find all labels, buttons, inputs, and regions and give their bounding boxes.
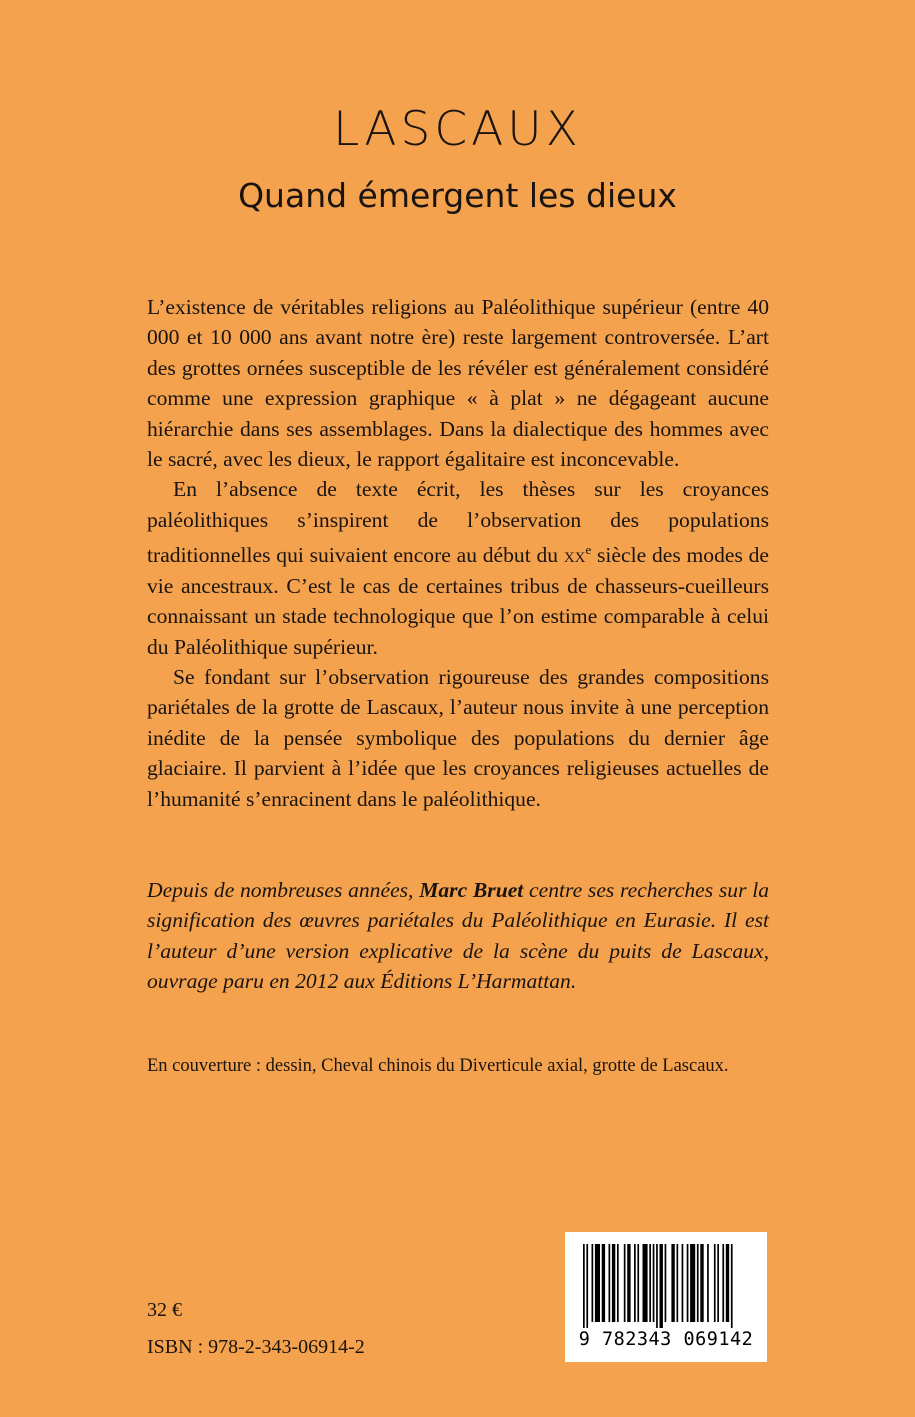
barcode-bar bbox=[714, 1244, 716, 1322]
century-superscript: e bbox=[585, 542, 592, 558]
barcode-bar bbox=[656, 1244, 658, 1328]
blurb-paragraph-1: L’existence de véritables religions au Paléolithique supérieur (entre 40 000 et 10 000 ans avant notre ère) reste largement controversée. L’art des grottes ornées susceptible de les révéler est généralement considéré comme une expression graphique « à plat » ne dégageant aucune hiérarchie dans ses assemblages. Dans la dialectique des hommes avec le sacré, avec les dieux, le rapport égalitaire est inconcevable. bbox=[147, 295, 769, 472]
blurb bbox=[147, 292, 769, 814]
blurb-paragraph-2 bbox=[147, 474, 769, 662]
barcode-bar bbox=[690, 1244, 695, 1322]
barcode-bar bbox=[602, 1244, 605, 1322]
barcode-bar bbox=[677, 1244, 679, 1322]
barcode-bar bbox=[665, 1244, 667, 1322]
barcode-bar bbox=[707, 1244, 709, 1322]
book-title: LASCAUX bbox=[333, 102, 582, 157]
barcode-bar bbox=[682, 1244, 684, 1322]
barcode-bar bbox=[726, 1244, 729, 1322]
cover-credit: En couverture : dessin, Cheval chinois du Diverticule axial, grotte de Lascaux. bbox=[147, 1056, 729, 1076]
author-name: Marc Bruet bbox=[419, 878, 524, 902]
barcode-bar bbox=[643, 1244, 648, 1322]
barcode-bar bbox=[609, 1244, 611, 1322]
barcode-bar bbox=[717, 1244, 719, 1322]
author-bio-end: centre ses recherches sur la signification des œuvres pariétales du Paléolithique en Eurasie. Il est l’auteur d’une version explicative de la scène du puits de Lascaux, ouvrage paru en 2012 aux Éditions L’Harmattan. bbox=[147, 878, 770, 994]
barcode-bar bbox=[687, 1244, 689, 1322]
blurb-paragraph-2-end: siècle des modes de vie ancestraux. C’est le cas de certaines tribus de chasseurs-cueilleurs connaissant un stade technologique que l’on estime comparable à celui du Paléolithique supérieur. bbox=[147, 543, 769, 659]
barcode-bar bbox=[700, 1244, 703, 1322]
barcode-bar bbox=[649, 1244, 651, 1322]
barcode-bar bbox=[731, 1244, 733, 1328]
price: 32 € bbox=[147, 1299, 182, 1321]
barcode-bar bbox=[634, 1244, 636, 1322]
barcode-bar bbox=[612, 1244, 615, 1322]
author-bio-start: Depuis de nombreuses années, bbox=[147, 878, 420, 902]
barcode-bar bbox=[653, 1244, 655, 1322]
barcode-bar bbox=[586, 1244, 588, 1328]
blurb-paragraph-3: Se fondant sur l’observation rigoureuse des grandes compositions pariétales de la grotte de Lascaux, l’auteur nous invite à une perception inédite de la pensée symbolique des populations du dernier âge glaciaire. Il parvient à l’idée que les croyances religieuses actuelles de l’humanité s’enracinent dans le paléolithique. bbox=[147, 665, 769, 811]
book-subtitle: Quand émergent les dieux bbox=[238, 176, 677, 215]
barcode-bar bbox=[637, 1244, 639, 1322]
century-numeral: xx bbox=[563, 543, 586, 568]
barcode-bar bbox=[627, 1244, 630, 1322]
barcode-bar bbox=[722, 1244, 724, 1322]
barcode-bars bbox=[583, 1244, 749, 1328]
barcode bbox=[565, 1232, 767, 1362]
barcode-bar bbox=[583, 1244, 585, 1328]
barcode-digits: 9 782343 069142 bbox=[578, 1329, 754, 1350]
barcode-bar bbox=[595, 1244, 600, 1322]
barcode-bar bbox=[624, 1244, 626, 1322]
barcode-bar bbox=[671, 1244, 674, 1322]
isbn: ISBN : 978-2-343-06914-2 bbox=[147, 1336, 365, 1358]
author-bio bbox=[147, 875, 769, 997]
barcode-bar bbox=[592, 1244, 594, 1322]
barcode-bar bbox=[660, 1244, 663, 1328]
blurb-paragraph-2-start: En l’absence de texte écrit, les thèses sur les croyances paléolithiques s’inspirent de l’observation des populations traditionnelles qui suivaient encore au début du bbox=[147, 477, 769, 568]
barcode-bar bbox=[617, 1244, 619, 1322]
barcode-bar bbox=[697, 1244, 699, 1322]
